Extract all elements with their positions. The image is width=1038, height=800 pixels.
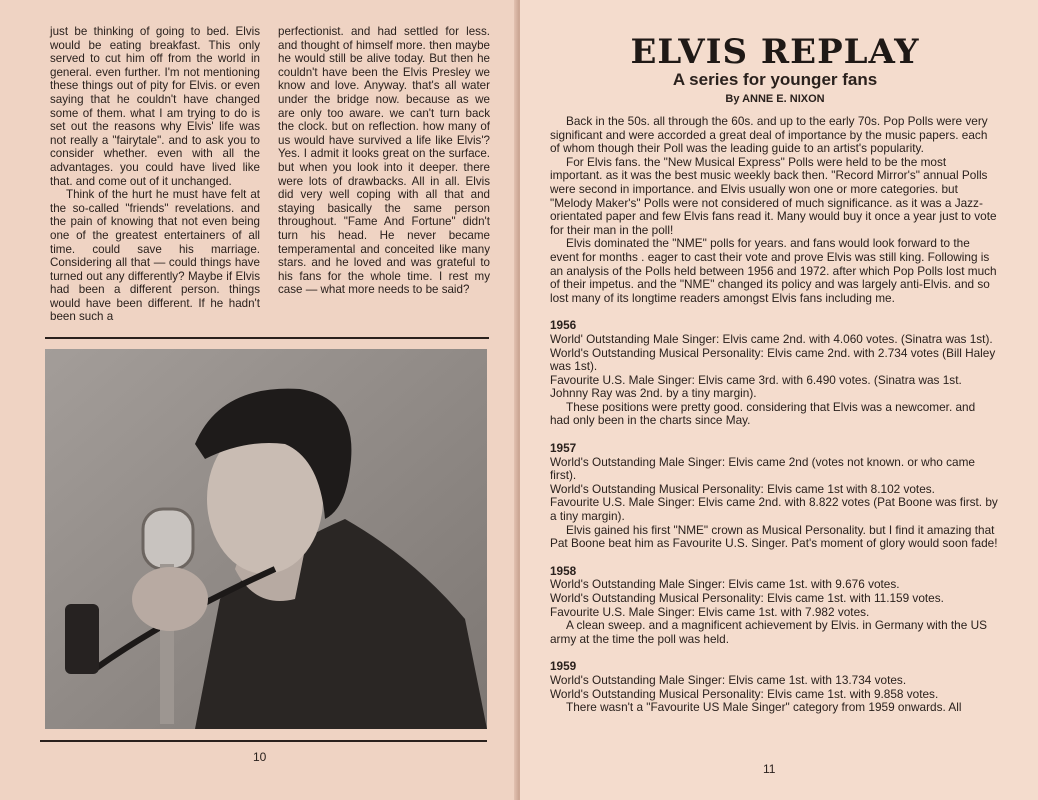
article-subtitle: A series for younger fans [672, 70, 878, 89]
poll-result: World's Outstanding Male Singer: Elvis came 1st. with 9.676 votes. [550, 577, 900, 592]
paragraph: A clean sweep. and a magnificent achievement by Elvis. in Germany with the US army at the time the poll was held. [550, 618, 987, 646]
page-number: 10 [253, 750, 267, 764]
left-page [0, 0, 518, 800]
year-heading: 1958 [550, 563, 577, 578]
paragraph: Back in the 50s. all through the 60s. and up to the early 70s. Pop Polls were very significant and were accorded a great deal of importance by the music papers. each of whom though their Poll was the leading guide to an artist's popularity. [550, 114, 988, 156]
paragraph: perfectionist. and had settled for less. and thought of himself more. then maybe he would still be alive today. But then he couldn't have been the Elvis Presley we know and love. Anyway. that's all water under the bridge now. because as we are only too aware. we can't turn back the clock. but on reflection. how many of us would have survived a life like Elvis'? Yes. I admit it looks great on the surface. but when you look into it deeper. there were lots of drawbacks. All in all. Elvis did very well coping with all that and staying basically the same person throughout. "Fame And Fortune" didn't turn his head. He never became temperamental and conceited like many stars. and he loved and was grateful to his fans for the whole time. I rest my case — what more needs to be said? [278, 25, 490, 297]
year-heading: 1957 [550, 441, 577, 456]
elvis-photo [45, 349, 487, 729]
article-title: ELVIS REPLAY [630, 32, 920, 72]
paragraph: Think of the hurt he must have felt at the so-called "friends" revelations. and the pain of knowing that not even being one of the greatest entertainers of all time. could save his marriage. Considering all that — could things have turned out any differently? Maybe if Elvis had been a different person. things would have been different. If he hadn't been such a [50, 188, 260, 324]
article-body [550, 115, 998, 715]
poll-result: World's Outstanding Musical Personality: Elvis came 1st. with 9.858 votes. [550, 686, 939, 701]
poll-result: World's Outstanding Musical Personality: Elvis came 2nd. with 2.734 votes (Bill Haley was 1st). [550, 345, 996, 374]
poll-result: World' Outstanding Male Singer: Elvis came 2nd. with 4.060 votes. (Sinatra was 1st). [550, 331, 993, 346]
byline: By ANNE E. NIXON [725, 93, 825, 105]
divider [40, 740, 487, 742]
poll-result: Favourite U.S. Male Singer: Elvis came 1st. with 7.982 votes. [550, 604, 870, 619]
paragraph: Elvis dominated the "NME" polls for years. and fans would look forward to the event for months . eager to cast their vote and prove Elvis was still king. Following is an analysis of the Polls held between 1956 and 1972. after which Pop Polls lost much of their impetus. and the "NME" changed its policy and was largely anti-Elvis. and so lost many of its longtime readers amongst Elvis fans including me. [550, 236, 997, 305]
poll-result: World's Outstanding Male Singer: Elvis came 1st. with 13.734 votes. [550, 672, 907, 687]
poll-result: Favourite U.S. Male Singer: Elvis came 3rd. with 6.490 votes. (Sinatra was 1st. Johnny Ray was 2nd. by a tiny margin). [550, 372, 962, 401]
paragraph: For Elvis fans. the "New Musical Express" Polls were held to be the most important. as it was the best music weekly back then. "Record Mirror's" annual Polls were second in importance. and Elvis usually won one or more categories. but "Melody Maker's" Polls were not considered of much significance. as it was a Jazz-orientated paper and few Elvis fans read it. Many would buy it once a year just to vote for their man in the poll! [550, 154, 997, 237]
paragraph: These positions were pretty good. considering that Elvis was a newcomer. and had only been in the charts since May. [550, 399, 976, 428]
poll-result: World's Outstanding Musical Personality: Elvis came 1st with 8.102 votes. [550, 481, 935, 496]
poll-result: World's Outstanding Musical Personality: Elvis came 1st. with 11.159 votes. [550, 591, 944, 605]
year-heading: 1956 [550, 318, 577, 333]
year-heading: 1959 [550, 659, 577, 674]
divider [45, 337, 489, 339]
page-number: 11 [763, 762, 776, 776]
paragraph: just be thinking of going to bed. Elvis would be eating breakfast. This only served to cut him off from the world in general. even further. I'm not mentioning these things out of pity for Elvis. or even saying that he couldn't have changed some of them. what I am trying to do is set out the reasons why Elvis' life was not really a "fairytale". and to ask you to consider whether. even with all the advantages. you could have lived like that. and come out of it unchanged. [50, 25, 260, 188]
paragraph: Elvis gained his first "NME" crown as Musical Personality. but I find it amazing that Pat Boone beat him as Favourite U.S. Singer. Pat's moment of glory would soon fade! [550, 522, 998, 551]
poll-result: Favourite U.S. Male Singer: Elvis came 2nd. with 8.822 votes (Pat Boone was first. by a tiny margin). [550, 495, 998, 524]
elvis-singing-image [45, 349, 487, 729]
poll-result: World's Outstanding Male Singer: Elvis came 2nd (votes not known. or who came first). [550, 454, 975, 483]
left-column-2 [278, 25, 490, 297]
paragraph: There wasn't a "Favourite US Male Singer" category from 1959 onwards. All [566, 700, 962, 715]
left-column-1 [50, 25, 260, 324]
